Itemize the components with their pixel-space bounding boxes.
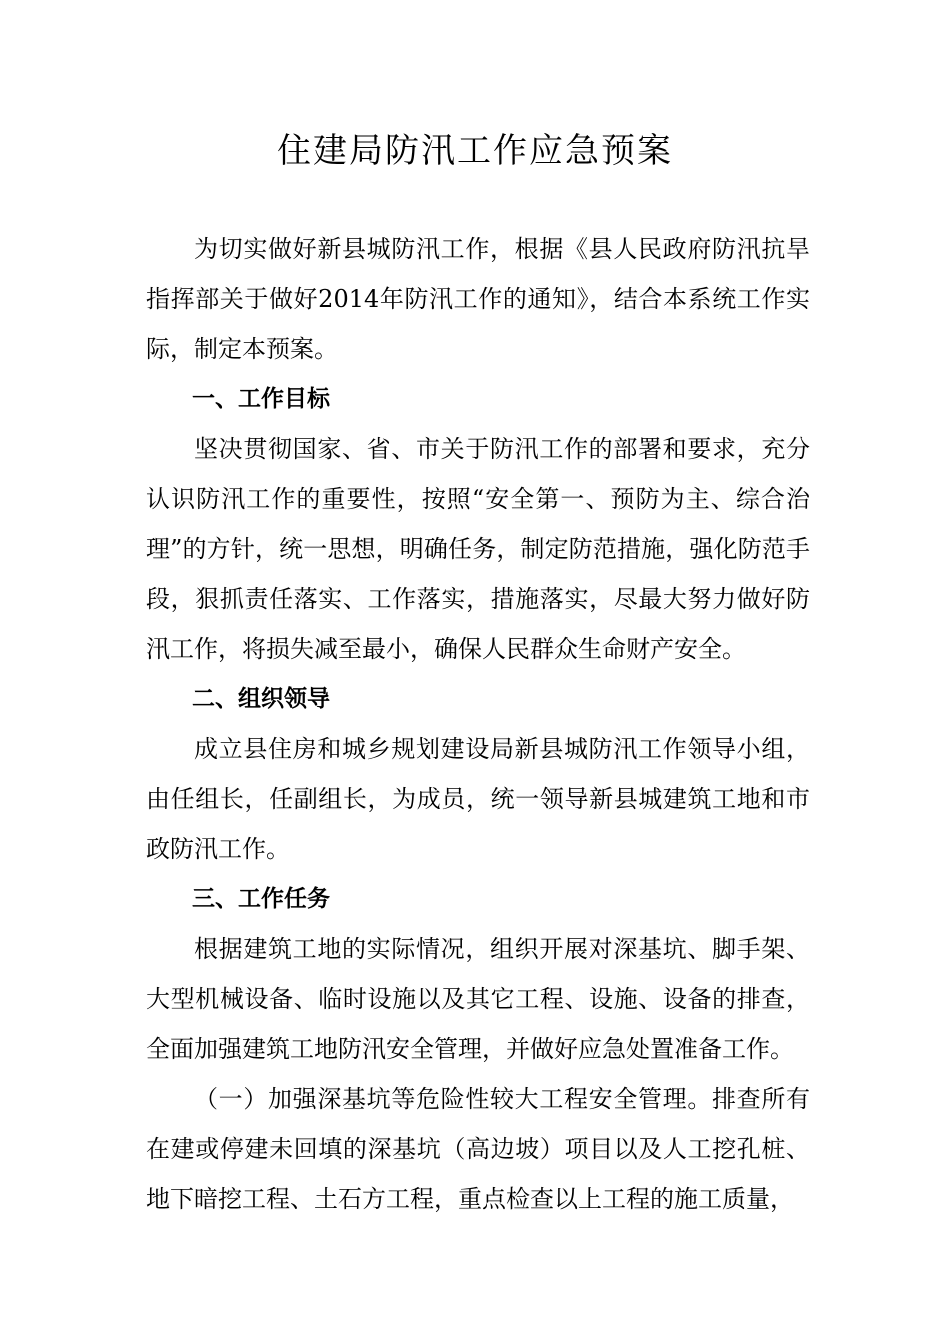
tasks-paragraph: 根据建筑工地的实际情况，组织开展对深基坑、脚手架、大型机械设备、临时设施以及其它工程、设施、设备的排查，全面加强建筑工地防汛安全管理，并做好应急处置准备工作。	[146, 935, 810, 1063]
tasks-item-1-paragraph: （一）加强深基坑等危险性较大工程安全管理。排查所有在建或停建未回填的深基坑（高边坡）项目以及人工挖孔桩、地下暗挖工程、土石方工程，重点检查以上工程的施工质量，	[146, 1085, 810, 1213]
goals-paragraph: 坚决贯彻国家、省、市关于防汛工作的部署和要求，充分认识防汛工作的重要性，按照“安全第一、预防为主、综合治理”的方针，统一思想，明确任务，制定防范措施，强化防范手段，狠抓责任落实、工作落实，措施落实，尽最大努力做好防汛工作，将损失减至最小，确保人民群众生命财产安全。	[146, 435, 810, 663]
document-body	[146, 224, 810, 1224]
section-heading-goals: 一、工作目标	[192, 386, 330, 412]
organization-paragraph: 成立县住房和城乡规划建设局新县城防汛工作领导小组，由任组长，任副组长，为成员，统一领导新县城建筑工地和市政防汛工作。	[146, 735, 810, 863]
intro-paragraph: 为切实做好新县城防汛工作，根据《县人民政府防汛抗旱指挥部关于做好2014年防汛工作的通知》，结合本系统工作实际，制定本预案。	[146, 235, 810, 363]
document-title: 住建局防汛工作应急预案	[277, 131, 673, 171]
section-heading-organization: 二、组织领导	[192, 686, 330, 712]
section-heading-tasks: 三、工作任务	[192, 886, 330, 912]
